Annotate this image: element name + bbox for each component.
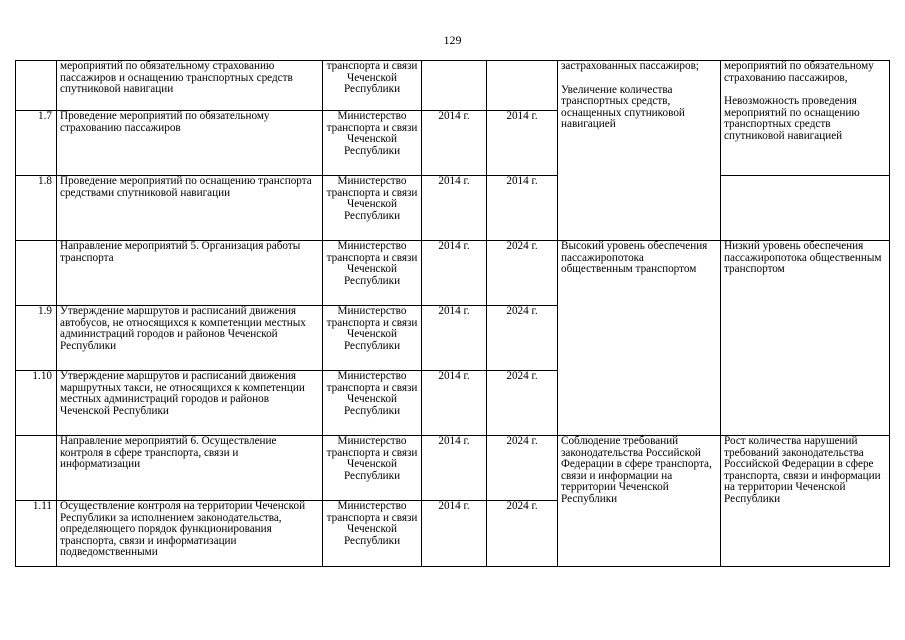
start-year: 2014 г.	[422, 241, 487, 306]
end-year: 2024 г.	[487, 436, 558, 501]
start-year: 2014 г.	[422, 371, 487, 436]
expected-result	[558, 61, 721, 241]
end-year: 2014 г.	[487, 111, 558, 176]
activity-name: Проведение мероприятий по обязательному страхованию пассажиров	[57, 111, 323, 176]
end-year: 2024 г.	[487, 306, 558, 371]
row-number: 1.9	[16, 306, 57, 371]
consequence	[721, 61, 890, 176]
table-row	[16, 176, 890, 241]
start-year	[422, 61, 487, 111]
expected-result: Соблюдение требований законодательства Российской Федерации в сфере транспорта, связи и информации на территории Чеченской Республики	[558, 436, 721, 567]
end-year: 2024 г.	[487, 501, 558, 567]
end-year: 2024 г.	[487, 241, 558, 306]
table-row	[16, 436, 890, 501]
consequence: Низкий уровень обеспечения пассажиропотока общественным транспортом	[721, 241, 890, 436]
executor: Министерство транспорта и связи Чеченской Республики	[323, 111, 422, 176]
consequence: Рост количества нарушений требований законодательства Российской Федерации в сфере транспорта, связи и информации на территории Чеченской Республики	[721, 436, 890, 567]
start-year: 2014 г.	[422, 176, 487, 241]
row-number: 1.8	[16, 176, 57, 241]
activity-name: Утверждение маршрутов и расписаний движения маршрутных такси, не относящихся к компетенции местных администраций городов и районов Чеченской Республики	[57, 371, 323, 436]
consequence-text: Невозможность проведения мероприятий по оснащению транспортных средств спутниковой навигацией	[724, 95, 860, 142]
program-activities-table	[15, 60, 890, 567]
activity-name: Осуществление контроля на территории Чеченской Республики за исполнением законодательства, определяющего порядок функционирования транспорта, связи и информатизации подведомственными	[57, 501, 323, 567]
row-number: 1.11	[16, 501, 57, 567]
executor: Министерство транспорта и связи Чеченской Республики	[323, 436, 422, 501]
row-number: 1.10	[16, 371, 57, 436]
direction-title: Направление мероприятий 6. Осуществление контроля в сфере транспорта, связи и информатизации	[57, 436, 323, 501]
executor: Министерство транспорта и связи Чеченской Республики	[323, 241, 422, 306]
row-number	[16, 61, 57, 111]
start-year: 2014 г.	[422, 436, 487, 501]
consequence-empty	[721, 176, 890, 241]
direction-title: Направление мероприятий 5. Организация работы транспорта	[57, 241, 323, 306]
executor: Министерство транспорта и связи Чеченской Республики	[323, 501, 422, 567]
table-row	[16, 241, 890, 306]
executor: Министерство транспорта и связи Чеченской Республики	[323, 306, 422, 371]
row-number: 1.7	[16, 111, 57, 176]
activity-name: Проведение мероприятий по оснащению транспорта средствами спутниковой навигации	[57, 176, 323, 241]
consequence-text: мероприятий по обязательному страхованию пассажиров,	[724, 60, 874, 84]
end-year: 2024 г.	[487, 371, 558, 436]
expected-result: Высокий уровень обеспечения пассажиропотока общественным транспортом	[558, 241, 721, 436]
executor: Министерство транспорта и связи Чеченской Республики	[323, 176, 422, 241]
start-year: 2014 г.	[422, 501, 487, 567]
executor: транспорта и связи Чеченской Республики	[323, 61, 422, 111]
start-year: 2014 г.	[422, 306, 487, 371]
result-text: застрахованных пассажиров;	[561, 60, 699, 72]
end-year: 2014 г.	[487, 176, 558, 241]
start-year: 2014 г.	[422, 111, 487, 176]
activity-name: Утверждение маршрутов и расписаний движения автобусов, не относящихся к компетенции местных администраций городов и районов Чеченской Республики	[57, 306, 323, 371]
activity-name: мероприятий по обязательному страхованию пассажиров и оснащению транспортных средств спутниковой навигации	[57, 61, 323, 111]
page-number: 129	[443, 33, 462, 47]
row-number	[16, 436, 57, 501]
table-row	[16, 61, 890, 111]
end-year	[487, 61, 558, 111]
result-text: Увеличение количества транспортных средств, оснащенных спутниковой навигацией	[561, 83, 685, 131]
executor: Министерство транспорта и связи Чеченской Республики	[323, 371, 422, 436]
row-number	[16, 241, 57, 306]
